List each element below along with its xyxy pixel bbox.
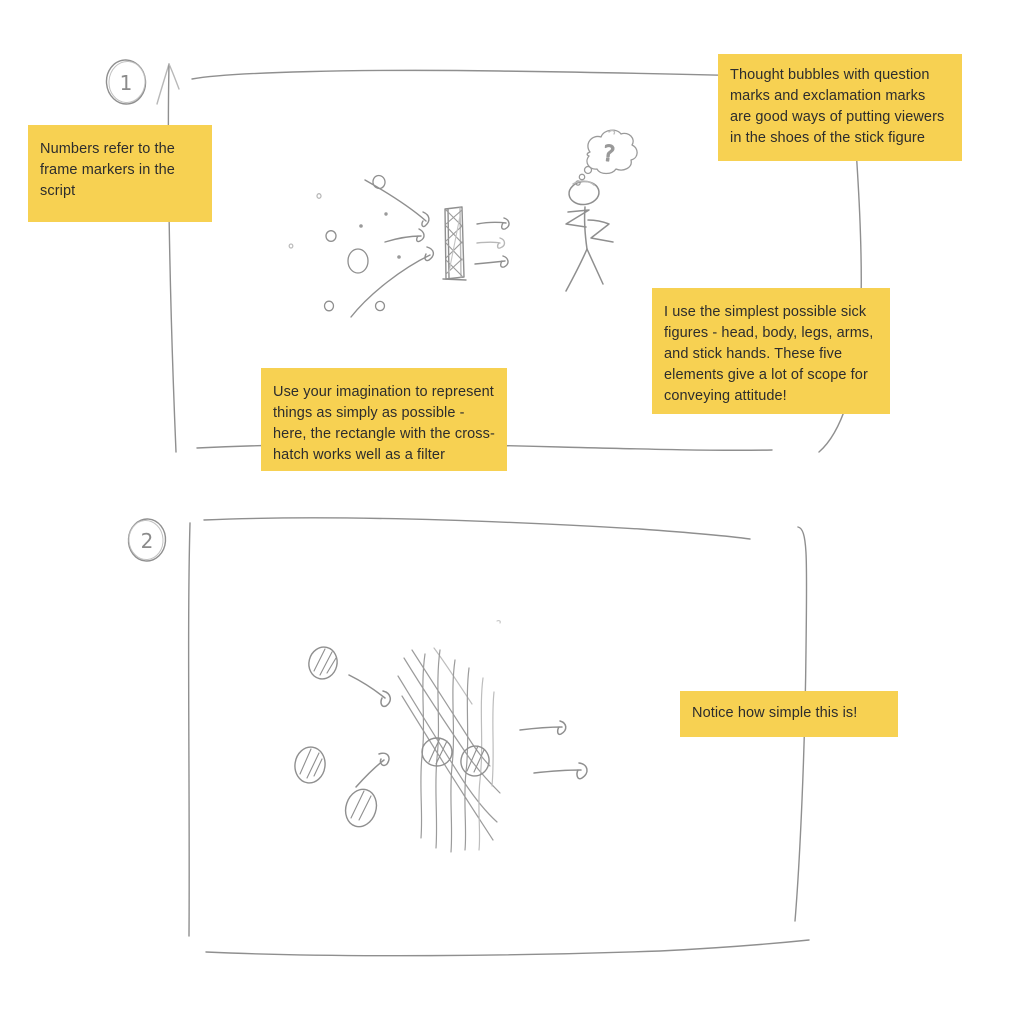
paper-specks (497, 621, 500, 623)
frame-1-inflow-arrows (351, 180, 433, 317)
stick-figure-right-arm (588, 220, 613, 242)
frame-2-number: 2 (140, 529, 154, 553)
note-simplicity (680, 691, 898, 737)
frame-1-marker (105, 58, 148, 105)
note-frame-numbers (28, 125, 212, 222)
stick-figure-left-leg (566, 249, 587, 291)
stick-figure-left-arm (566, 210, 589, 227)
frame-2-outflow-arrows (520, 721, 587, 779)
floating-hatched-circles (293, 644, 381, 831)
filter-rectangle (443, 207, 466, 280)
note-simplicity-text: Notice how simple this is! (692, 705, 858, 721)
note-imagination-filter-text: Use your imagination to represent things as simply as possible - here, the rectangle with the cross-hatch works well as a filter (273, 384, 495, 463)
stick-figure-right-leg (587, 249, 603, 284)
frame-1-number: 1 (119, 71, 133, 95)
note-imagination-filter (261, 368, 507, 471)
note-stick-figures-text: I use the simplest possible sick figures - head, body, legs, arms, and stick hands. These five elements give a lot of scope for conveying attitude! (664, 304, 874, 404)
question-mark: ? (601, 141, 617, 168)
frame-1-particles (289, 174, 401, 310)
frame-2-marker (127, 518, 167, 562)
note-thought-bubbles-text: Thought bubbles with question marks and exclamation marks are good ways of putting viewers in the shoes of the stick figure (730, 67, 945, 146)
frame-2-inflow-arrows (349, 675, 390, 787)
thought-bubble (576, 130, 637, 185)
note-thought-bubbles (718, 54, 962, 161)
frame-1-outflow-arrows (475, 218, 509, 267)
note-frame-numbers-text: Numbers refer to the frame markers in the script (40, 141, 175, 199)
stick-figure (566, 180, 613, 291)
note-stick-figures (652, 288, 890, 414)
